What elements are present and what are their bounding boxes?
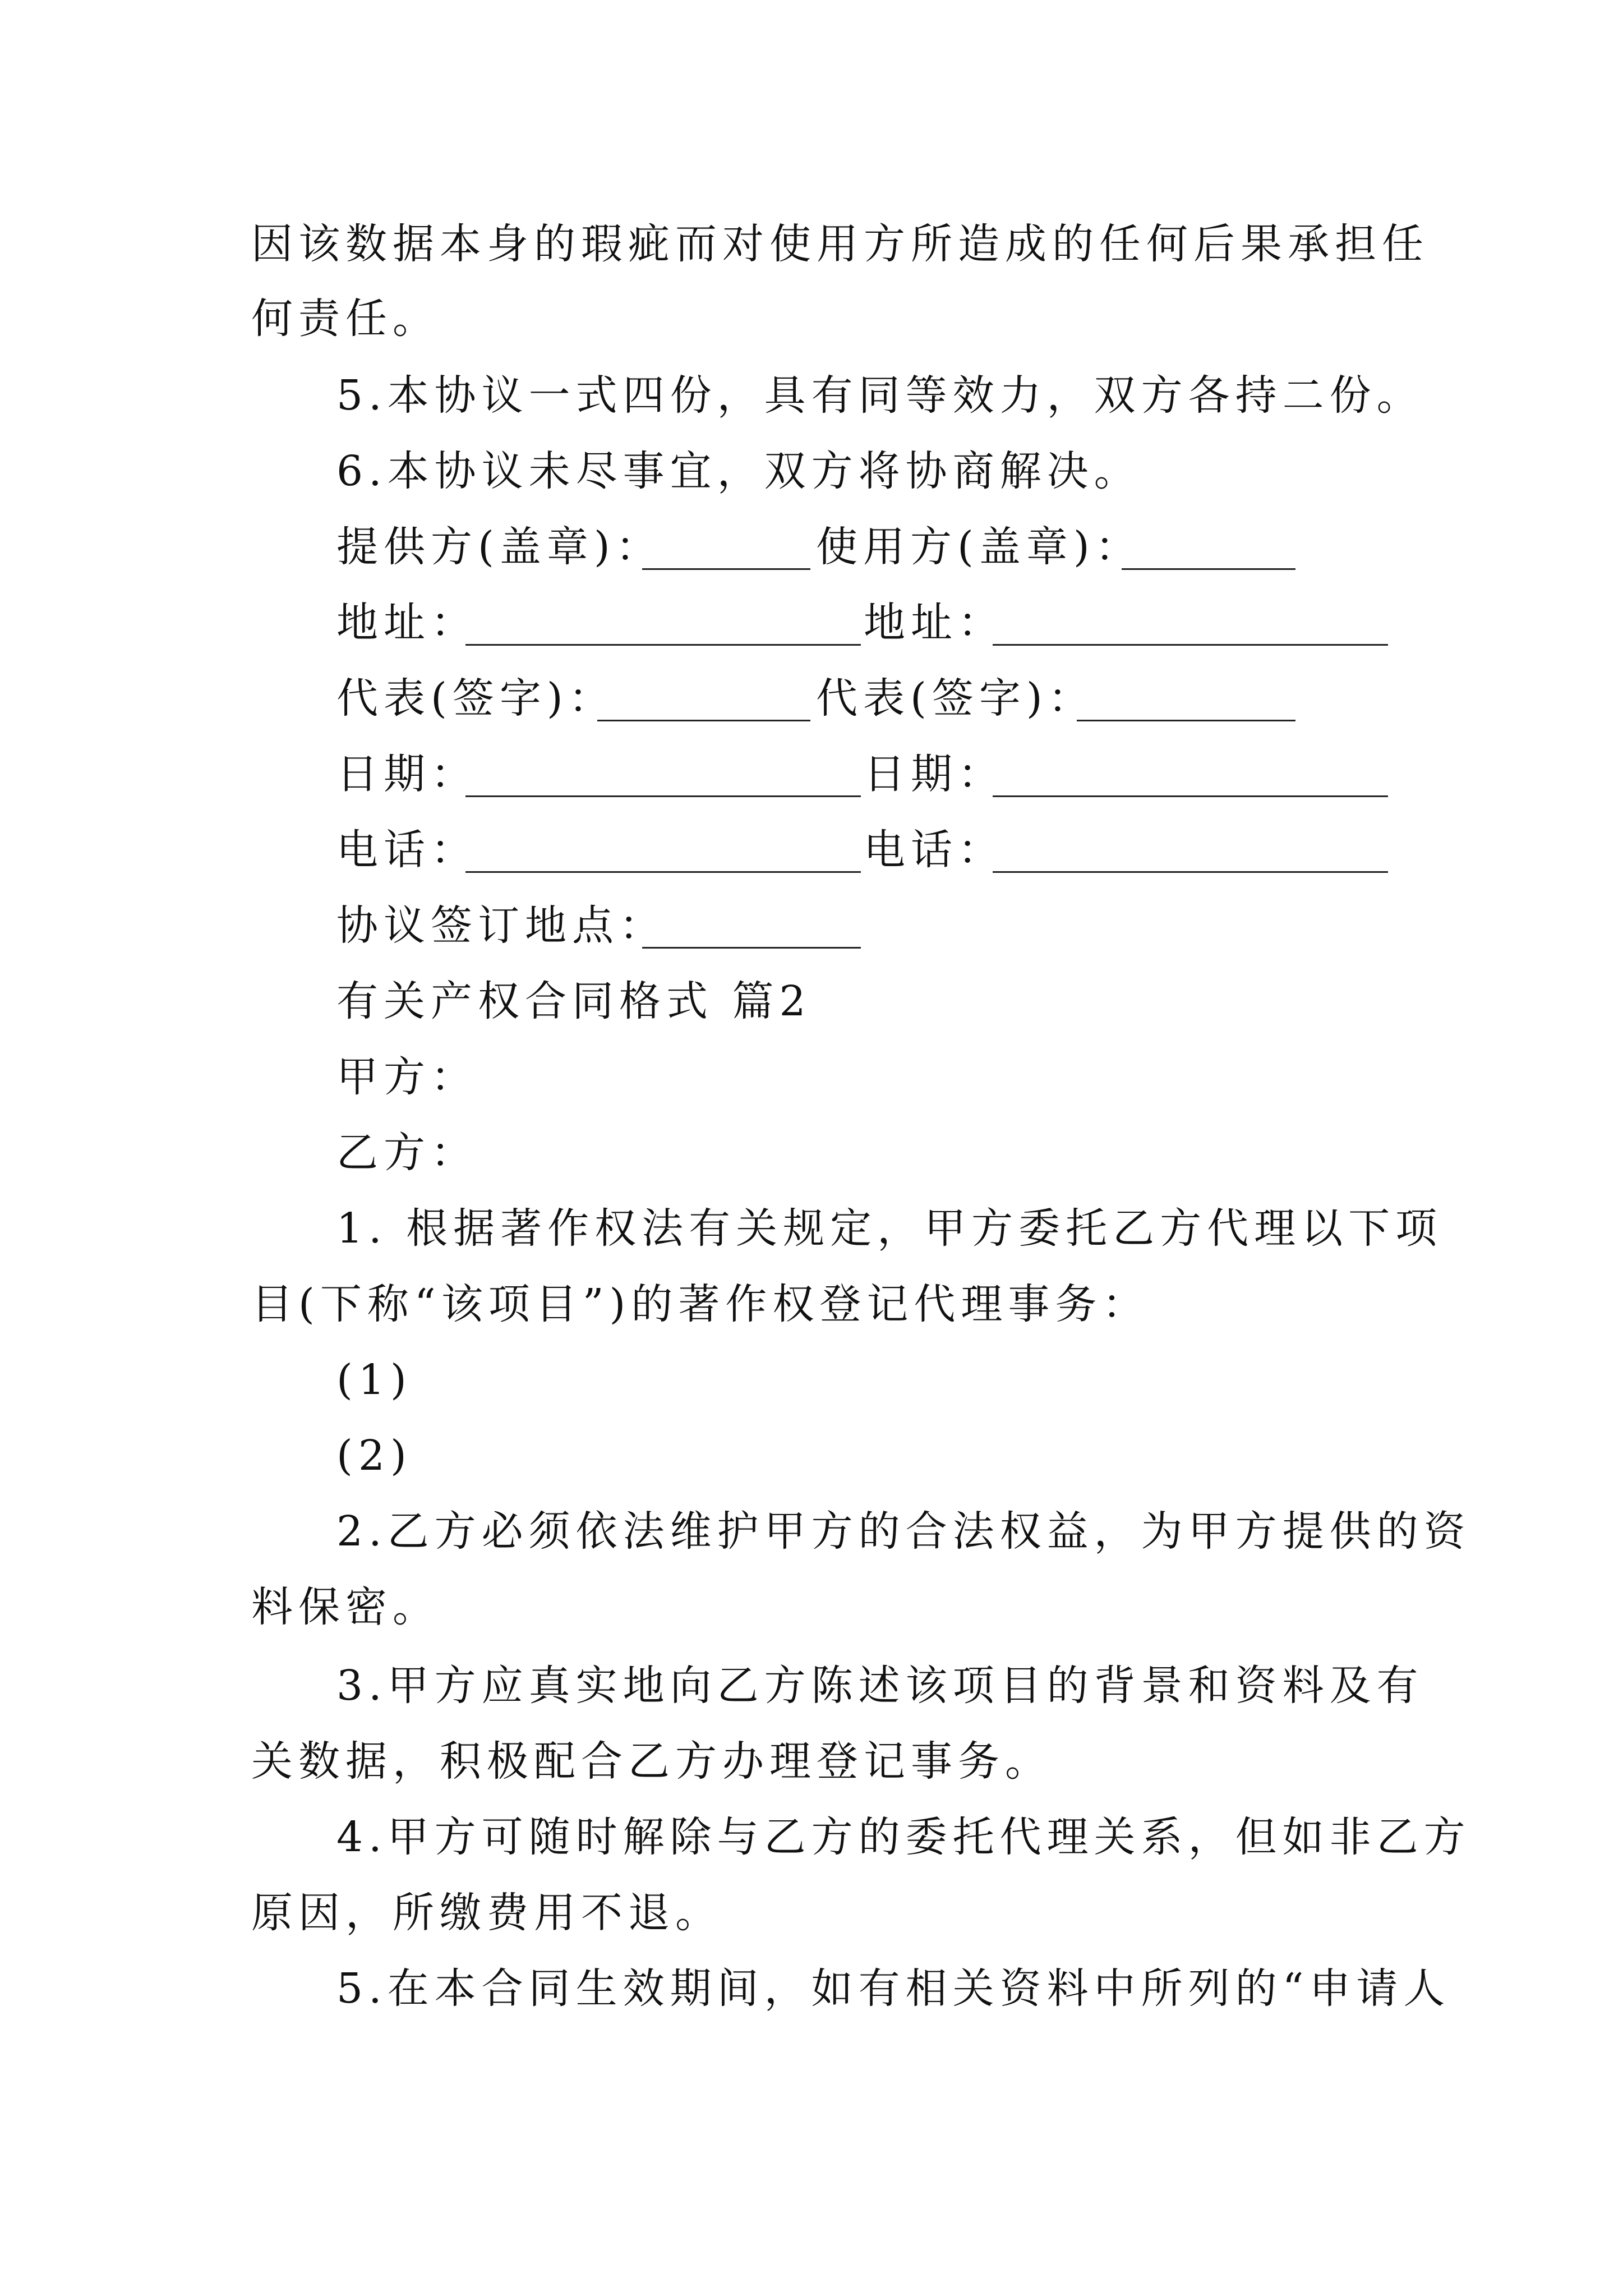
phone-right-label: 电话：: [864, 826, 1005, 874]
address-right-blank: [993, 644, 1388, 646]
clause-5: 5.本协议一式四份，具有同等效力，双方各持二份。: [336, 371, 1424, 420]
clause-4-continuation-line-1: 因该数据本身的瑕疵而对使用方所造成的任何后果承担任: [251, 220, 1429, 268]
section-2-heading: 有关产权合同格式 篇2: [336, 977, 811, 1025]
address-left-blank: [465, 644, 861, 646]
date-left-blank: [465, 795, 861, 797]
clause-4-continuation-line-2: 何责任。: [251, 295, 440, 343]
phone-left-blank: [465, 871, 861, 873]
signature-row-address: [336, 595, 1391, 651]
party-a-label: 甲方：: [336, 1053, 478, 1101]
clause-6: 6.本协议未尽事宜，双方将协商解决。: [336, 447, 1141, 495]
provider-seal-label: 提供方(盖章)：: [336, 523, 663, 571]
s2-clause-4-line-1: 4.甲方可随时解除与乙方的委托代理关系，但如非乙方: [336, 1813, 1471, 1861]
s2-clause-3-line-2: 关数据，积极配合乙方办理登记事务。: [251, 1737, 1052, 1786]
rep-right-blank: [1077, 720, 1295, 721]
phone-left-label: 电话：: [336, 826, 478, 874]
signature-row-phone: [336, 822, 1391, 878]
user-seal-blank: [1122, 568, 1295, 570]
s2-clause-3-line-1: 3.甲方应真实地向乙方陈述该项目的背景和资料及有: [336, 1662, 1424, 1710]
sign-place-blank: [642, 947, 861, 949]
provider-seal-blank: [642, 568, 810, 570]
s2-clause-1-line-1: 1. 根据著作权法有关规定，甲方委托乙方代理以下项: [336, 1204, 1443, 1253]
phone-right-blank: [993, 871, 1388, 873]
signature-row-representative: [336, 670, 1391, 726]
address-left-label: 地址：: [336, 599, 478, 647]
s2-clause-2-line-2: 料保密。: [251, 1583, 440, 1631]
s2-clause-1-line-2: 目(下称“该项目”)的著作权登记代理事务：: [251, 1280, 1150, 1328]
s2-clause-2-line-1: 2.乙方必须依法维护甲方的合法权益，为甲方提供的资: [336, 1507, 1471, 1556]
rep-left-blank: [597, 720, 810, 721]
date-right-label: 日期：: [864, 750, 1005, 798]
rep-left-label: 代表(签字)：: [336, 674, 616, 723]
date-right-blank: [993, 795, 1388, 797]
user-seal-label: 使用方(盖章)：: [816, 523, 1142, 571]
s2-clause-4-line-2: 原因，所缴费用不退。: [251, 1889, 722, 1937]
signature-row-date: [336, 746, 1391, 802]
address-right-label: 地址：: [864, 599, 1005, 647]
sign-place-label: 协议签订地点：: [336, 901, 666, 950]
s2-clause-5-line-1: 5.在本合同生效期间，如有相关资料中所列的“申请人: [336, 1964, 1451, 2013]
signature-row-seal: [336, 519, 1391, 575]
s2-item-2: (2): [336, 1432, 412, 1480]
rep-right-label: 代表(签字)：: [816, 674, 1095, 723]
date-left-label: 日期：: [336, 750, 478, 798]
s2-item-1: (1): [336, 1356, 412, 1404]
party-b-label: 乙方：: [336, 1129, 478, 1177]
signature-row-place: [336, 898, 1391, 954]
